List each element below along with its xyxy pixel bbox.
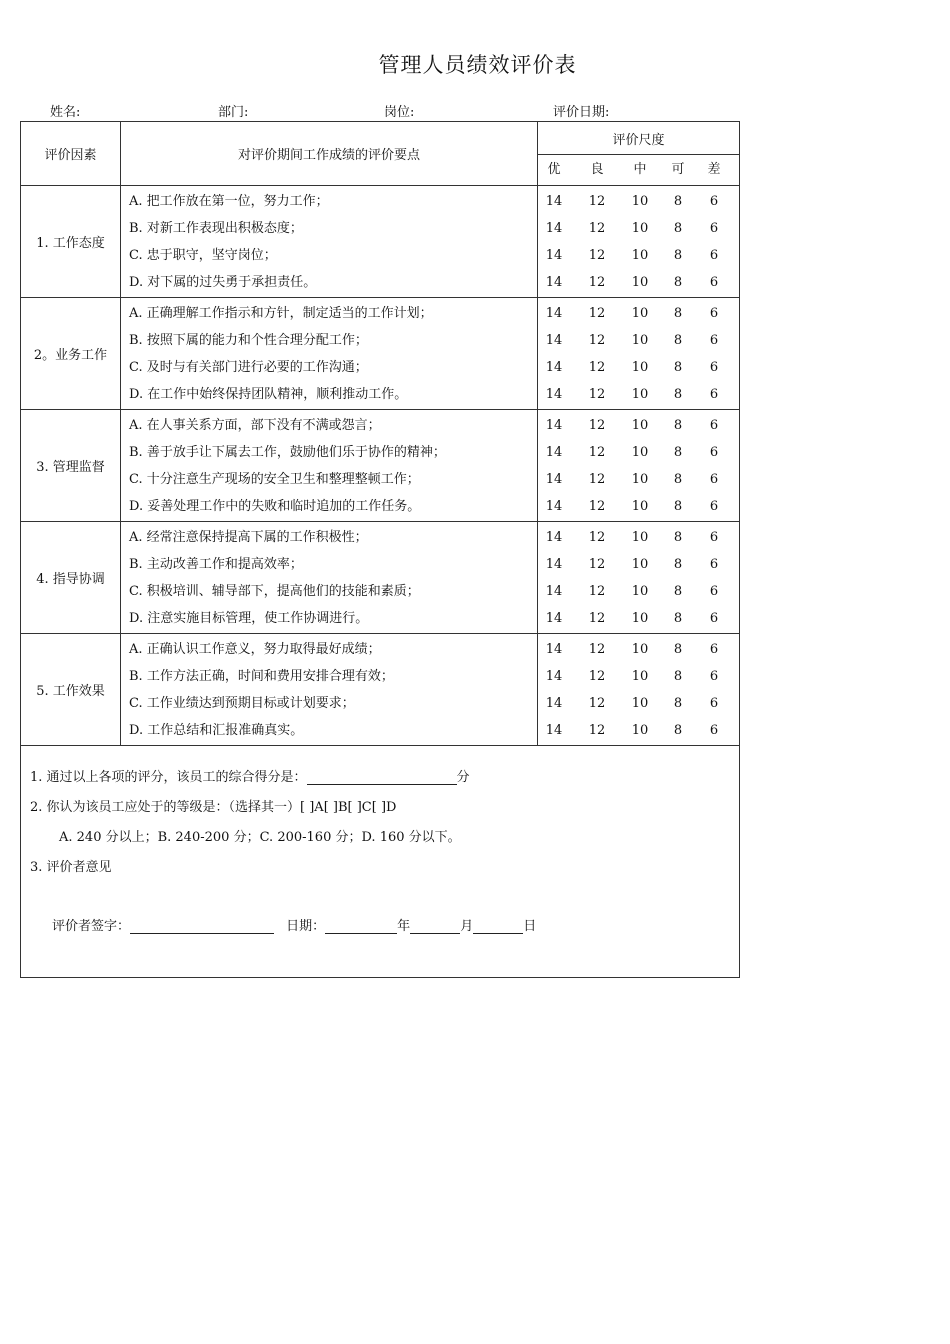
score-row [538, 605, 739, 632]
score-option[interactable]: 14 [545, 722, 563, 738]
year-label: 年 [397, 919, 411, 934]
score-row [538, 551, 739, 578]
sign-date-label: 日期： [286, 919, 326, 934]
header-scale: 评价尺度 [538, 122, 740, 155]
score-option[interactable]: 14 [545, 695, 563, 711]
month-label: 月 [460, 919, 474, 934]
evaluation-table [20, 121, 740, 978]
score-option[interactable]: 14 [545, 498, 563, 514]
footer-section [21, 746, 740, 978]
header-points: 对评价期间工作成绩的评价要点 [121, 122, 538, 186]
score-option[interactable]: 6 [709, 193, 719, 209]
score-option[interactable]: 14 [545, 529, 563, 545]
score-option[interactable]: 12 [588, 695, 606, 711]
evaluation-point: D. 对下属的过失勇于承担责任。 [129, 274, 317, 290]
evaluation-point: B. 对新工作表现出积极态度； [129, 220, 303, 236]
evaluation-point: B. 主动改善工作和提高效率； [129, 556, 303, 572]
score-option[interactable]: 10 [631, 247, 649, 263]
score-option[interactable]: 8 [673, 444, 683, 460]
evaluation-point: B. 善于放手让下属去工作，鼓励他们乐于协作的精神； [129, 444, 446, 460]
score-option[interactable]: 14 [545, 417, 563, 433]
score-option[interactable]: 6 [709, 641, 719, 657]
evaluator-opinion-label: 3. 评价者意见 [30, 860, 112, 875]
score-option[interactable]: 14 [545, 193, 563, 209]
score-option[interactable]: 8 [673, 471, 683, 487]
section-items [121, 186, 538, 298]
grade-medium: 中 [633, 162, 647, 177]
score-option[interactable]: 12 [588, 583, 606, 599]
score-option[interactable]: 10 [631, 695, 649, 711]
score-option[interactable]: 10 [631, 556, 649, 572]
score-row [538, 493, 739, 520]
score-row [538, 242, 739, 269]
score-option[interactable]: 10 [631, 668, 649, 684]
evaluation-point: D. 在工作中始终保持团队精神，顺利推动工作。 [129, 386, 408, 402]
section-row [21, 522, 740, 634]
section-factor: 5. 工作效果 [21, 634, 121, 746]
score-row [538, 717, 739, 744]
score-option[interactable]: 12 [588, 247, 606, 263]
score-row [538, 354, 739, 381]
score-option[interactable]: 6 [709, 471, 719, 487]
score-option[interactable]: 10 [631, 498, 649, 514]
score-option[interactable]: 6 [709, 274, 719, 290]
score-option[interactable]: 8 [673, 529, 683, 545]
score-row [538, 663, 739, 690]
evaluation-point: A. 在人事关系方面，部下没有不满或怨言； [129, 417, 381, 433]
score-option[interactable]: 6 [709, 444, 719, 460]
year-field[interactable] [325, 919, 397, 934]
score-option[interactable]: 12 [588, 444, 606, 460]
score-option[interactable]: 12 [588, 668, 606, 684]
section-scores [538, 634, 740, 746]
score-option[interactable]: 8 [673, 359, 683, 375]
name-label: 姓名: [50, 105, 81, 120]
section-factor: 1. 工作态度 [21, 186, 121, 298]
section-scores [538, 522, 740, 634]
score-option[interactable]: 12 [588, 529, 606, 545]
score-option[interactable]: 6 [709, 668, 719, 684]
signature-label: 评价者签字： [52, 919, 131, 934]
score-option[interactable]: 8 [673, 193, 683, 209]
section-scores [538, 410, 740, 522]
score-option[interactable]: 12 [588, 332, 606, 348]
section-factor: 3. 管理监督 [21, 410, 121, 522]
evaluation-point: D. 工作总结和汇报准确真实。 [129, 722, 304, 738]
section-factor: 2。业务工作 [21, 298, 121, 410]
score-option[interactable]: 10 [631, 417, 649, 433]
evaluation-point: A. 正确理解工作指示和方针，制定适当的工作计划； [129, 305, 433, 321]
score-option[interactable]: 12 [588, 641, 606, 657]
score-option[interactable]: 8 [673, 641, 683, 657]
score-unit: 分 [456, 770, 470, 785]
evaluation-point: D. 妥善处理工作中的失败和临时追加的工作任务。 [129, 498, 421, 514]
score-option[interactable]: 12 [588, 417, 606, 433]
section-scores [538, 298, 740, 410]
score-row [538, 188, 739, 215]
score-row [538, 327, 739, 354]
score-option[interactable]: 10 [631, 529, 649, 545]
evaluation-point: C. 及时与有关部门进行必要的工作沟通； [129, 359, 368, 375]
evaluation-point: B. 工作方法正确，时间和费用安排合理有效； [129, 668, 394, 684]
section-row [21, 298, 740, 410]
score-option[interactable]: 6 [709, 332, 719, 348]
score-option[interactable]: 6 [709, 722, 719, 738]
evaluation-point: A. 把工作放在第一位，努力工作； [129, 193, 329, 209]
section-items [121, 634, 538, 746]
score-option[interactable]: 12 [588, 193, 606, 209]
department-label: 部门: [218, 105, 249, 120]
position-label: 岗位: [384, 105, 415, 120]
score-option[interactable]: 10 [631, 641, 649, 657]
score-option[interactable]: 8 [673, 386, 683, 402]
score-row [538, 439, 739, 466]
score-option[interactable]: 10 [631, 220, 649, 236]
score-option[interactable]: 14 [545, 556, 563, 572]
score-option[interactable]: 10 [631, 386, 649, 402]
evaluation-point: B. 按照下属的能力和个性合理分配工作； [129, 332, 368, 348]
grade-ranges-note: A. 240 分以上；B. 240-200 分；C. 200-160 分；D. 160 分以下。 [59, 830, 461, 845]
score-option[interactable]: 8 [673, 556, 683, 572]
grade-choice-question[interactable]: 2. 你认为该员工应处于的等级是：（选择其一）[ ]A[ ]B[ ]C[ ]D [30, 800, 397, 815]
score-option[interactable]: 8 [673, 583, 683, 599]
score-option[interactable]: 6 [709, 386, 719, 402]
score-option[interactable]: 10 [631, 359, 649, 375]
grade-excellent: 优 [547, 162, 561, 177]
score-option[interactable]: 12 [588, 359, 606, 375]
score-option[interactable]: 6 [709, 695, 719, 711]
score-option[interactable]: 8 [673, 498, 683, 514]
total-score-field[interactable] [307, 770, 457, 785]
evaluation-date-label: 评价日期: [553, 105, 610, 120]
page-title: 管理人员绩效评价表 [378, 53, 577, 77]
score-option[interactable]: 12 [588, 305, 606, 321]
score-option[interactable]: 10 [631, 332, 649, 348]
score-option[interactable]: 6 [709, 417, 719, 433]
score-option[interactable]: 12 [588, 556, 606, 572]
score-option[interactable]: 6 [709, 556, 719, 572]
signature-field[interactable] [130, 919, 274, 934]
section-items [121, 522, 538, 634]
score-option[interactable]: 6 [709, 498, 719, 514]
score-option[interactable]: 14 [545, 471, 563, 487]
score-option[interactable]: 14 [545, 274, 563, 290]
score-option[interactable]: 14 [545, 610, 563, 626]
score-option[interactable]: 10 [631, 610, 649, 626]
score-option[interactable]: 8 [673, 695, 683, 711]
score-option[interactable]: 8 [673, 610, 683, 626]
score-option[interactable]: 6 [709, 247, 719, 263]
score-option[interactable]: 12 [588, 220, 606, 236]
evaluation-point: C. 积极培训、辅导部下，提高他们的技能和素质； [129, 583, 420, 599]
grade-header-row [538, 155, 740, 186]
score-option[interactable]: 10 [631, 274, 649, 290]
score-option[interactable]: 14 [545, 359, 563, 375]
grade-good: 良 [590, 162, 604, 177]
score-row [538, 524, 739, 551]
score-option[interactable]: 6 [709, 610, 719, 626]
grade-poor: 差 [707, 162, 721, 177]
score-option[interactable]: 10 [631, 444, 649, 460]
score-row [538, 381, 739, 408]
score-option[interactable]: 6 [709, 529, 719, 545]
score-option[interactable]: 12 [588, 498, 606, 514]
score-option[interactable]: 14 [545, 332, 563, 348]
score-option[interactable]: 8 [673, 274, 683, 290]
score-option[interactable]: 10 [631, 471, 649, 487]
section-scores [538, 186, 740, 298]
score-option[interactable]: 10 [631, 583, 649, 599]
score-option[interactable]: 6 [709, 583, 719, 599]
score-row [538, 269, 739, 296]
score-row [538, 690, 739, 717]
score-option[interactable]: 14 [545, 583, 563, 599]
day-label: 日 [523, 919, 537, 934]
score-option[interactable]: 8 [673, 722, 683, 738]
score-row [538, 466, 739, 493]
evaluation-point: C. 忠于职守，坚守岗位； [129, 247, 277, 263]
score-option[interactable]: 14 [545, 305, 563, 321]
score-option[interactable]: 8 [673, 332, 683, 348]
score-row [538, 215, 739, 242]
score-option[interactable]: 14 [545, 668, 563, 684]
score-option[interactable]: 12 [588, 722, 606, 738]
score-option[interactable]: 14 [545, 386, 563, 402]
section-row [21, 186, 740, 298]
score-option[interactable]: 12 [588, 471, 606, 487]
score-option[interactable]: 8 [673, 220, 683, 236]
evaluation-point: A. 正确认识工作意义，努力取得最好成绩； [129, 641, 381, 657]
score-option[interactable]: 8 [673, 305, 683, 321]
day-field[interactable] [473, 919, 523, 934]
section-row [21, 410, 740, 522]
score-option[interactable]: 14 [545, 220, 563, 236]
grade-fair: 可 [671, 162, 685, 177]
evaluation-point: A. 经常注意保持提高下属的工作积极性； [129, 529, 368, 545]
total-score-question: 1. 通过以上各项的评分，该员工的综合得分是： [30, 770, 307, 785]
score-option[interactable]: 12 [588, 386, 606, 402]
section-items [121, 410, 538, 522]
section-items [121, 298, 538, 410]
score-option[interactable]: 10 [631, 193, 649, 209]
score-option[interactable]: 6 [709, 305, 719, 321]
header-factor: 评价因素 [21, 122, 121, 186]
score-row [538, 636, 739, 663]
score-option[interactable]: 14 [545, 641, 563, 657]
score-row [538, 578, 739, 605]
score-row [538, 412, 739, 439]
score-row [538, 300, 739, 327]
score-option[interactable]: 10 [631, 305, 649, 321]
score-option[interactable]: 10 [631, 722, 649, 738]
section-row [21, 634, 740, 746]
score-option[interactable]: 12 [588, 610, 606, 626]
score-option[interactable]: 12 [588, 274, 606, 290]
score-option[interactable]: 14 [545, 247, 563, 263]
score-option[interactable]: 8 [673, 417, 683, 433]
score-option[interactable]: 6 [709, 220, 719, 236]
score-option[interactable]: 8 [673, 668, 683, 684]
evaluation-point: C. 工作业绩达到预期目标或计划要求； [129, 695, 355, 711]
evaluation-point: C. 十分注意生产现场的安全卫生和整理整顿工作； [129, 471, 420, 487]
score-option[interactable]: 8 [673, 247, 683, 263]
score-option[interactable]: 6 [709, 359, 719, 375]
evaluation-point: D. 注意实施目标管理，使工作协调进行。 [129, 610, 369, 626]
score-option[interactable]: 14 [545, 444, 563, 460]
section-factor: 4. 指导协调 [21, 522, 121, 634]
month-field[interactable] [410, 919, 460, 934]
